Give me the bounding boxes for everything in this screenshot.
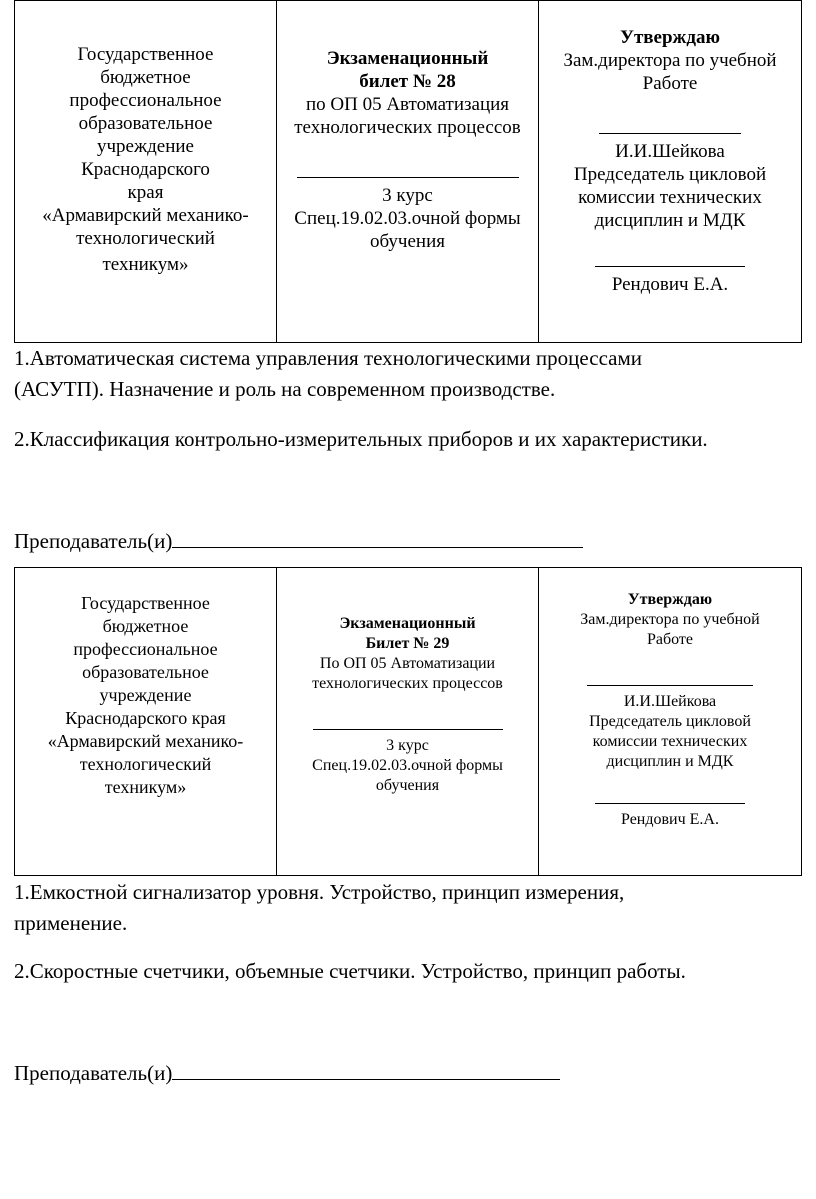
- signature-line: [587, 685, 753, 686]
- course: 3 курс: [386, 737, 429, 754]
- question-line: применение.: [14, 911, 128, 935]
- institution-line: «Армавирский механико-: [47, 731, 244, 751]
- ticket-29-institution-cell: [15, 568, 277, 876]
- deputy-line: Зам.директора по учебной: [580, 611, 760, 628]
- ticket-29-question-2: 2.Скоростные счетчики, объемные счетчики. Устройство, принцип работы.: [14, 959, 686, 983]
- institution-line: Краснодарского края: [65, 708, 226, 728]
- chair-line: дисциплин и МДК: [606, 753, 734, 770]
- approve-label: Утверждаю: [627, 591, 713, 608]
- institution-line: Краснодарского: [81, 159, 210, 180]
- ticket-28-teacher-signature: [14, 526, 583, 555]
- institution-line: учреждение: [97, 136, 194, 157]
- spec-line: обучения: [369, 231, 445, 252]
- spec-line: Спец.19.02.03.очной формы: [294, 208, 521, 229]
- ticket-28-approval-cell: [539, 1, 802, 343]
- institution-line: образовательное: [82, 662, 209, 682]
- chair-name: Рендович Е.А.: [611, 274, 729, 295]
- signature-line: [599, 133, 741, 134]
- teacher-signature-line: [172, 526, 583, 548]
- deputy-name: И.И.Шейкова: [615, 141, 725, 162]
- institution-line: учреждение: [99, 685, 192, 705]
- chair-line: комиссии технических: [578, 187, 762, 208]
- institution-line: края: [127, 182, 164, 203]
- institution-line: профессиональное: [73, 639, 218, 659]
- ticket-28-question-1: [14, 343, 804, 405]
- teacher-label: Преподаватель(и): [14, 529, 173, 553]
- signature-line: [297, 177, 519, 178]
- institution-line: техникум»: [104, 777, 187, 797]
- ticket-29-question-1: [14, 877, 804, 939]
- deputy-name: И.И.Шейкова: [623, 693, 717, 710]
- institution-line: профессиональное: [69, 90, 222, 111]
- institution-line: Государственное: [77, 44, 214, 65]
- chair-line: Председатель цикловой: [589, 713, 751, 730]
- signature-line: [595, 266, 745, 267]
- ticket-29-title-cell: [277, 568, 539, 876]
- institution-line: техникум»: [102, 254, 189, 275]
- institution-line: Государственное: [81, 593, 210, 613]
- institution-line: технологический: [79, 754, 212, 774]
- ticket-title: Экзаменационный: [339, 615, 476, 632]
- teacher-label: Преподаватель(и): [14, 1061, 173, 1085]
- ticket-29-header-table: [14, 567, 802, 876]
- subject-line: технологических процессов: [294, 117, 521, 138]
- chair-line: дисциплин и МДК: [594, 210, 746, 231]
- deputy-line: Зам.директора по учебной: [563, 50, 777, 71]
- deputy-line: Работе: [646, 631, 694, 648]
- chair-line: комиссии технических: [592, 733, 748, 750]
- ticket-number: билет № 28: [359, 71, 456, 92]
- institution-line: «Армавирский механико-: [42, 205, 249, 226]
- course: 3 курс: [382, 185, 433, 206]
- teacher-signature-line: [172, 1058, 560, 1080]
- ticket-title: Экзаменационный: [326, 48, 489, 69]
- chair-line: Председатель цикловой: [573, 164, 767, 185]
- institution-line: бюджетное: [102, 616, 189, 636]
- question-line: 1.Емкостной сигнализатор уровня. Устройство, принцип измерения,: [14, 880, 625, 904]
- ticket-28-title-cell: [277, 1, 539, 343]
- ticket-28-question-2: 2.Классификация контрольно-измерительных приборов и их характеристики.: [14, 427, 708, 451]
- ticket-28-header-table: [14, 0, 802, 343]
- deputy-line: Работе: [642, 73, 698, 94]
- question-line: 1.Автоматическая система управления технологическими процессами: [14, 346, 642, 370]
- subject-line: по ОП 05 Автоматизация: [305, 94, 510, 115]
- subject-line: технологических процессов: [312, 675, 503, 692]
- ticket-28-institution-cell: [15, 1, 277, 343]
- chair-name: Рендович Е.А.: [621, 811, 719, 828]
- institution-line: технологический: [76, 228, 215, 249]
- ticket-number: Билет № 29: [365, 635, 450, 652]
- institution-line: бюджетное: [100, 67, 191, 88]
- signature-line: [595, 803, 745, 804]
- ticket-29-approval-cell: [539, 568, 802, 876]
- approve-label: Утверждаю: [620, 27, 720, 48]
- subject-line: По ОП 05 Автоматизации: [319, 655, 496, 672]
- ticket-29-teacher-signature: [14, 1058, 560, 1087]
- spec-line: обучения: [375, 777, 440, 794]
- question-line: (АСУТП). Назначение и роль на современном производстве.: [14, 377, 556, 401]
- signature-line: [313, 729, 503, 730]
- institution-line: образовательное: [78, 113, 213, 134]
- spec-line: Спец.19.02.03.очной формы: [312, 757, 503, 774]
